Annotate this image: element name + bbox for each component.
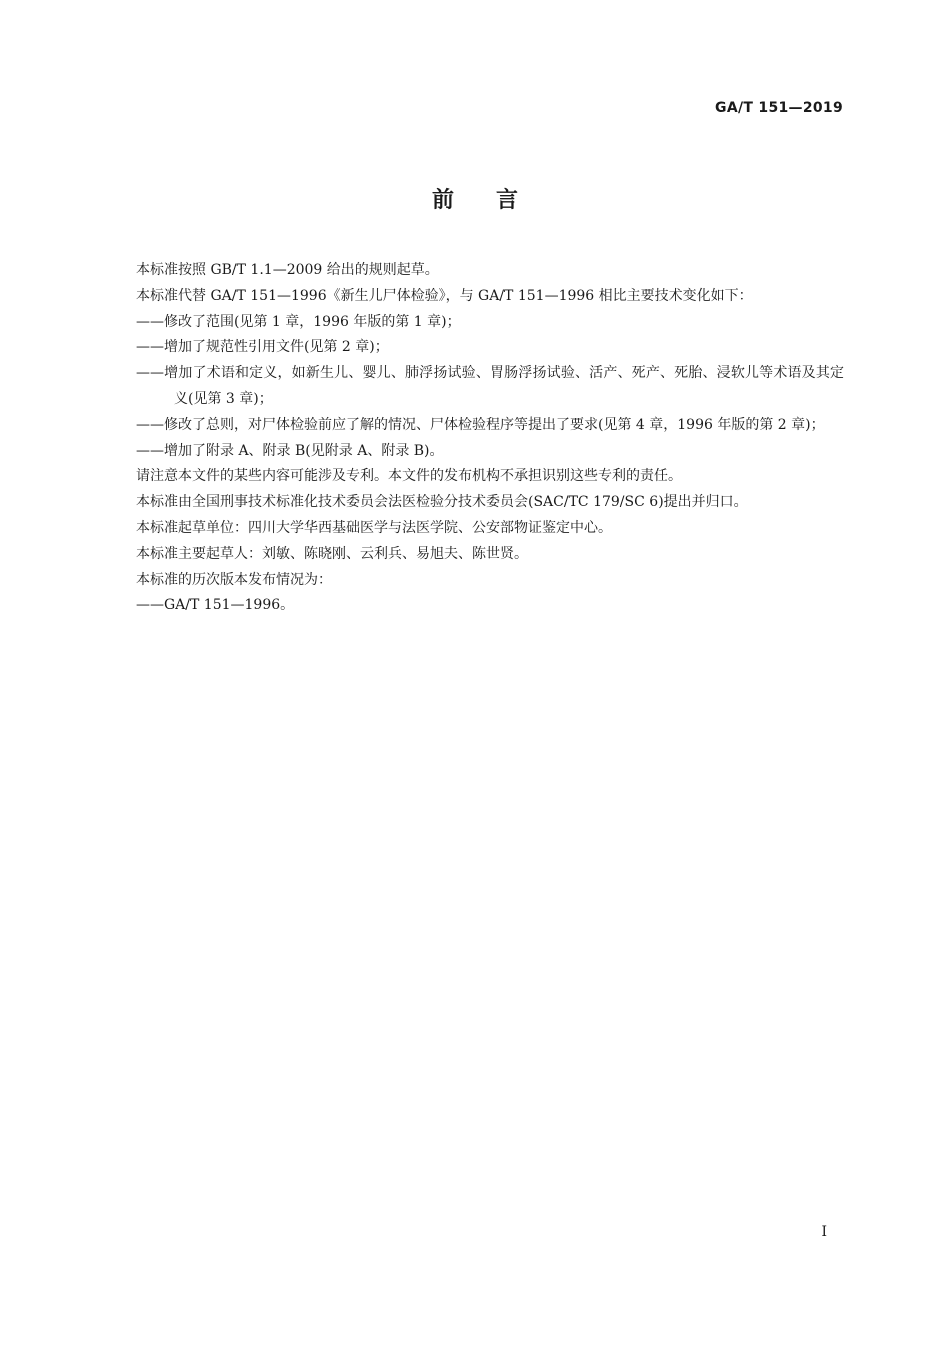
paragraph-history-intro: 本标准的历次版本发布情况为： (136, 571, 332, 588)
paragraph-replacement: 本标准代替 GA/T 151—1996《新生儿尸体检验》，与 GA/T 151—1996 相比主要技术变化如下： (136, 287, 753, 304)
change-item-terms: ——增加了术语和定义，如新生儿、婴儿、肺浮扬试验、胃肠浮扬试验、活产、死产、死胎、浸软儿等术语及其定义(见第 3 章)； (136, 365, 844, 407)
change-item-scope: ——修改了范围(见第 1 章，1996 年版的第 1 章)； (136, 313, 461, 330)
paragraph-drafting-units: 本标准起草单位：四川大学华西基础医学与法医学院、公安部物证鉴定中心。 (136, 519, 612, 536)
page-number: I (821, 1224, 827, 1240)
paragraph-drafters: 本标准主要起草人：刘敏、陈晓刚、云利兵、易旭夫、陈世贤。 (136, 545, 528, 562)
paragraph-proposer: 本标准由全国刑事技术标准化技术委员会法医检验分技术委员会(SAC/TC 179/SC 6)提出并归口。 (136, 494, 748, 511)
change-item-annexes: ——增加了附录 A、附录 B(见附录 A、附录 B)。 (136, 442, 444, 459)
foreword-body (108, 258, 844, 619)
paragraph-patent-notice: 请注意本文件的某些内容可能涉及专利。本文件的发布机构不承担识别这些专利的责任。 (136, 468, 682, 485)
change-item-general: ——修改了总则，对尸体检验前应了解的情况、尸体检验程序等提出了要求(见第 4 章，1996 年版的第 2 章)； (136, 416, 825, 433)
page-title: 前言 (431, 188, 560, 213)
standard-number: GA/T 151—2019 (715, 100, 843, 116)
history-item: ——GA/T 151—1996。 (136, 597, 295, 614)
change-item-references: ——增加了规范性引用文件(见第 2 章)； (136, 339, 389, 356)
paragraph-drafting-rule: 本标准按照 GB/T 1.1—2009 给出的规则起草。 (136, 262, 439, 278)
